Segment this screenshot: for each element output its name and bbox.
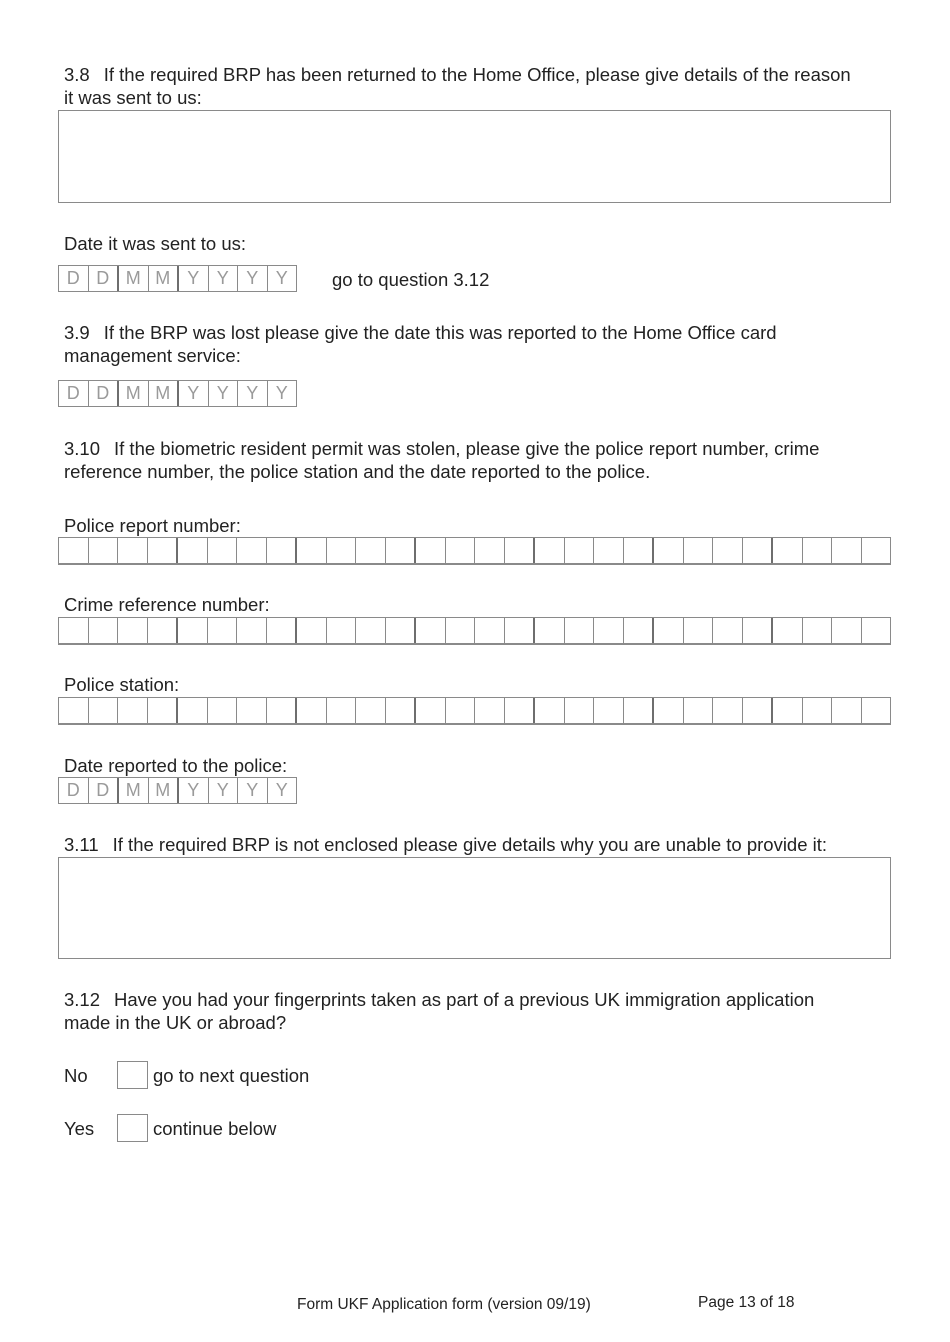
char-cell[interactable] (89, 618, 119, 643)
char-cell[interactable] (862, 538, 891, 563)
police-report-number-input[interactable] (58, 537, 891, 565)
char-cell[interactable] (446, 618, 476, 643)
char-cell[interactable] (565, 618, 595, 643)
yes-note: continue below (153, 1118, 277, 1139)
char-cell[interactable] (386, 618, 417, 643)
q311-text: 3.11 If the required BRP is not enclosed please give details why you are unable to provide it: (64, 834, 828, 855)
char-cell[interactable] (773, 538, 803, 563)
char-cell[interactable] (178, 618, 208, 643)
date-cell-day[interactable]: D (89, 266, 120, 291)
char-cell[interactable] (208, 538, 238, 563)
date-cell-year[interactable]: Y (209, 381, 239, 406)
char-cell[interactable] (594, 698, 624, 723)
date-cell-month[interactable]: M (119, 381, 149, 406)
char-cell[interactable] (327, 618, 357, 643)
char-cell[interactable] (832, 538, 862, 563)
q312-text-line2: made in the UK or abroad? (64, 1012, 287, 1033)
char-cell[interactable] (327, 698, 357, 723)
q39-date-input[interactable] (58, 380, 297, 407)
q38-date-label: Date it was sent to us: (64, 233, 247, 254)
char-cell[interactable] (654, 618, 684, 643)
char-cell[interactable] (446, 538, 476, 563)
char-cell[interactable] (684, 698, 714, 723)
q310-text-line2: reference number, the police station and the date reported to the police. (64, 461, 651, 482)
char-cell[interactable] (624, 698, 655, 723)
q310-date-input[interactable] (58, 777, 297, 804)
date-cell-day[interactable]: D (59, 266, 89, 291)
char-cell[interactable] (118, 618, 148, 643)
q39-text-line1: 3.9 If the BRP was lost please give the date this was reported to the Home Office card (64, 322, 777, 343)
char-cell[interactable] (356, 698, 386, 723)
char-cell[interactable] (654, 538, 684, 563)
q310-number: 3.10 (64, 438, 101, 459)
date-cell-year[interactable]: Y (179, 778, 209, 803)
q38-goto-note: go to question 3.12 (332, 269, 490, 290)
char-cell[interactable] (684, 618, 714, 643)
char-cell[interactable] (773, 618, 803, 643)
char-cell[interactable] (624, 618, 655, 643)
char-cell[interactable] (446, 698, 476, 723)
date-cell-year[interactable]: Y (209, 266, 239, 291)
char-cell[interactable] (654, 698, 684, 723)
char-cell[interactable] (713, 538, 743, 563)
date-cell-year[interactable]: Y (275, 383, 288, 403)
no-checkbox[interactable] (117, 1061, 148, 1089)
char-cell[interactable] (803, 538, 833, 563)
police-report-label: Police report number: (64, 515, 241, 536)
date-cell-year[interactable]: Y (238, 778, 268, 803)
q38-text-line1: 3.8 If the required BRP has been returned to the Home Office, please give details of the reason (64, 64, 851, 85)
date-cell-day[interactable]: D (59, 381, 89, 406)
char-cell[interactable] (684, 538, 714, 563)
date-cell-year[interactable]: Y (275, 268, 288, 288)
date-cell-month[interactable]: M (119, 266, 149, 291)
q38-number: 3.8 (64, 64, 90, 85)
char-cell[interactable] (59, 618, 89, 643)
char-cell[interactable] (59, 698, 89, 723)
char-cell[interactable] (237, 618, 267, 643)
q38-date-input[interactable] (58, 265, 297, 292)
crime-reference-label: Crime reference number: (64, 594, 270, 615)
char-cell[interactable] (356, 538, 386, 563)
q311-number: 3.11 (64, 834, 99, 855)
q39-text-line2: management service: (64, 345, 241, 366)
char-cell[interactable] (535, 538, 565, 563)
police-station-input[interactable] (58, 697, 891, 725)
char-cell[interactable] (416, 538, 446, 563)
char-cell[interactable] (832, 698, 862, 723)
q311-reason-textarea[interactable] (58, 857, 891, 959)
char-cell[interactable] (803, 698, 833, 723)
char-cell[interactable] (237, 538, 267, 563)
char-cell[interactable] (416, 618, 446, 643)
char-cell[interactable] (475, 538, 505, 563)
q39-number: 3.9 (64, 322, 90, 343)
char-cell[interactable] (505, 538, 536, 563)
date-cell-month[interactable]: M (149, 778, 180, 803)
char-cell[interactable] (475, 618, 505, 643)
char-cell[interactable] (148, 698, 179, 723)
date-cell-month[interactable]: M (149, 381, 180, 406)
no-label: No (64, 1065, 88, 1086)
no-note: go to next question (153, 1065, 310, 1086)
char-cell[interactable] (713, 698, 743, 723)
date-cell-month[interactable]: M (149, 266, 180, 291)
char-cell[interactable] (148, 618, 179, 643)
date-cell-year[interactable]: Y (209, 778, 239, 803)
char-cell[interactable] (832, 618, 862, 643)
char-cell[interactable] (565, 698, 595, 723)
char-cell[interactable] (148, 538, 179, 563)
char-cell[interactable] (505, 698, 536, 723)
char-cell[interactable] (416, 698, 446, 723)
char-cell[interactable] (237, 698, 267, 723)
q312-text-line1: 3.12 Have you had your fingerprints taken as part of a previous UK immigration application (64, 989, 815, 1010)
q312-number: 3.12 (64, 989, 101, 1010)
char-cell[interactable] (475, 698, 505, 723)
char-cell[interactable] (89, 698, 119, 723)
char-cell[interactable] (267, 538, 298, 563)
char-cell[interactable] (118, 538, 148, 563)
q310-text-line1: 3.10 If the biometric resident permit was stolen, please give the police report number, crime (64, 438, 820, 459)
yes-label: Yes (64, 1118, 95, 1139)
footer-page-number: Page 13 of 18 (698, 1294, 795, 1311)
date-cell-month[interactable]: M (119, 778, 149, 803)
char-cell[interactable] (208, 698, 238, 723)
char-cell[interactable] (535, 618, 565, 643)
yes-checkbox[interactable] (117, 1114, 148, 1142)
char-cell[interactable] (862, 618, 891, 643)
char-cell[interactable] (267, 698, 298, 723)
char-cell[interactable] (178, 538, 208, 563)
char-cell[interactable] (594, 618, 624, 643)
char-cell[interactable] (743, 618, 774, 643)
char-cell[interactable] (565, 538, 595, 563)
char-cell[interactable] (118, 698, 148, 723)
date-cell-day[interactable]: D (89, 778, 120, 803)
date-cell-year[interactable]: Y (238, 266, 268, 291)
char-cell[interactable] (178, 698, 208, 723)
char-cell[interactable] (297, 698, 327, 723)
q38-reason-textarea[interactable] (58, 110, 891, 203)
char-cell[interactable] (297, 538, 327, 563)
char-cell[interactable] (59, 538, 89, 563)
police-station-label: Police station: (64, 674, 180, 695)
char-cell[interactable] (803, 618, 833, 643)
crime-reference-number-input[interactable] (58, 617, 891, 645)
footer-form-name: Form UKF Application form (version 09/19) (297, 1296, 591, 1313)
char-cell[interactable] (386, 698, 417, 723)
char-cell[interactable] (773, 698, 803, 723)
char-cell[interactable] (713, 618, 743, 643)
char-cell[interactable] (208, 618, 238, 643)
char-cell[interactable] (267, 618, 298, 643)
date-cell-year[interactable]: Y (179, 266, 209, 291)
q38-text-line2: it was sent to us: (64, 87, 202, 108)
date-cell-year[interactable]: Y (179, 381, 209, 406)
char-cell[interactable] (535, 698, 565, 723)
char-cell[interactable] (505, 618, 536, 643)
char-cell[interactable] (862, 698, 891, 723)
char-cell[interactable] (743, 538, 774, 563)
char-cell[interactable] (297, 618, 327, 643)
date-cell-year[interactable]: Y (275, 780, 288, 800)
char-cell[interactable] (743, 698, 774, 723)
char-cell[interactable] (386, 538, 417, 563)
date-reported-label: Date reported to the police: (64, 755, 288, 776)
char-cell[interactable] (356, 618, 386, 643)
char-cell[interactable] (594, 538, 624, 563)
date-cell-day[interactable]: D (89, 381, 120, 406)
char-cell[interactable] (89, 538, 119, 563)
char-cell[interactable] (327, 538, 357, 563)
date-cell-day[interactable]: D (59, 778, 89, 803)
char-cell[interactable] (624, 538, 655, 563)
date-cell-year[interactable]: Y (238, 381, 268, 406)
